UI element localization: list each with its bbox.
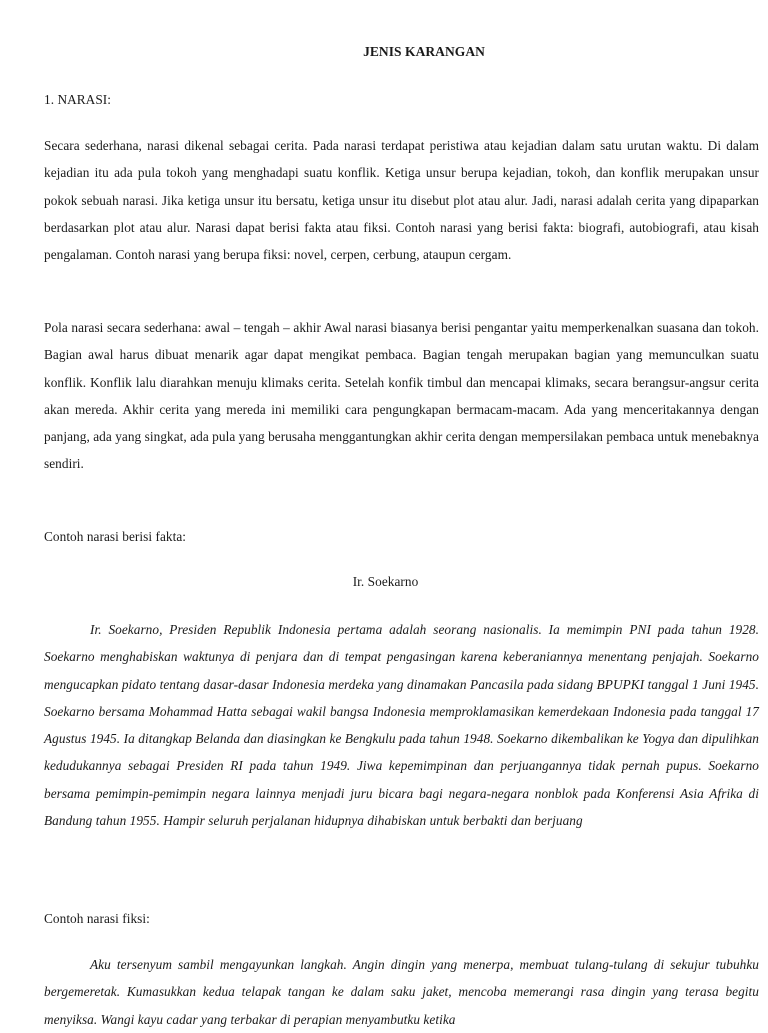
example-title-soekarno: Ir. Soekarno: [352, 574, 419, 589]
paragraph-definisi-narasi: Secara sederhana, narasi dikenal sebagai cerita. Pada narasi terdapat peristiwa atau kejadian dalam satu urutan waktu. Di dalam kejadian itu ada pula tokoh yang menghadapi suatu konflik. Ketiga unsur berupa kejadian, tokoh, dan konflik merupakan unsur pokok sebuah narasi. Jika ketiga unsur itu bersatu, ketiga unsur itu disebut plot atau alur. Jadi, narasi adalah cerita yang dipaparkan berdasarkan plot atau alur. Narasi dapat berisi fakta atau fiksi. Contoh narasi yang berisi fakta: biografi, autobiografi, atau kisah pengalaman. Contoh narasi yang berupa fiksi: novel, cerpen, cerbung, ataupun cergam.: [44, 138, 759, 263]
label-contoh-fiksi: Contoh narasi fiksi:: [44, 911, 150, 926]
document-title: JENIS KARANGAN: [363, 44, 485, 59]
paragraph-pola-narasi: Pola narasi secara sederhana: awal – tengah – akhir Awal narasi biasanya berisi pengantar yaitu memperkenalkan suasana dan tokoh. Bagian awal harus dibuat menarik agar dapat mengikat pembaca. Bagian tengah merupakan bagian yang memunculkan suatu konflik. Konflik lalu diarahkan menuju klimaks cerita. Setelah konfik timbul dan mencapai klimaks, secara berangsur-angsur cerita akan mereda. Akhir cerita yang mereda ini memiliki cara pengungkapan bermacam-macam. Ada yang menceritakannya dengan panjang, ada yang singkat, ada pula yang berusaha menggantungkan akhir cerita dengan mempersilakan pembaca untuk menebaknya sendiri.: [44, 320, 759, 472]
label-contoh-fakta: Contoh narasi berisi fakta:: [44, 529, 187, 544]
paragraph-contoh-fakta: Ir. Soekarno, Presiden Republik Indonesia pertama adalah seorang nasionalis. Ia memimpin PNI pada tahun 1928. Soekarno menghabiskan waktunya di penjara dan di tempat pengasingan karena keberaniannya menentang penjajah. Soekarno mengucapkan pidato tentang dasar-dasar Indonesia merdeka yang dinamakan Pancasila pada sidang BPUPKI tanggal 1 Juni 1945. Soekarno bersama Mohammad Hatta sebagai wakil bangsa Indonesia memproklamasikan kemerdekaan Indonesia pada tanggal 17 Agustus 1945. Ia ditangkap Belanda dan diasingkan ke Bengkulu pada tahun 1948. Soekarno dikembalikan ke Yogya dan dipulihkan kedudukannya sebagai Presiden RI pada tahun 1949. Jiwa kepemimpinan dan perjuangannya tidak pernah pupus. Soekarno bersama pemimpin-pemimpin negara lainnya menjadi juru bicara bagi negara-negara nonblok pada Konferensi Asia Afrika di Bandung tahun 1955. Hampir seluruh perjalanan hidupnya dihabiskan untuk berbakti dan berjuang: [44, 622, 759, 829]
section-heading-narasi: 1. NARASI:: [44, 92, 111, 107]
paragraph-contoh-fiksi: Aku tersenyum sambil mengayunkan langkah. Angin dingin yang menerpa, membuat tulang-tulang di sekujur tubuhku bergemeretak. Kumasukkan kedua telapak tangan ke dalam saku jaket, mencoba memerangi rasa dingin yang terasa begitu menyiksa. Wangi kayu cadar yang terbakar di perapian menyambutku ketika: [44, 957, 759, 1027]
